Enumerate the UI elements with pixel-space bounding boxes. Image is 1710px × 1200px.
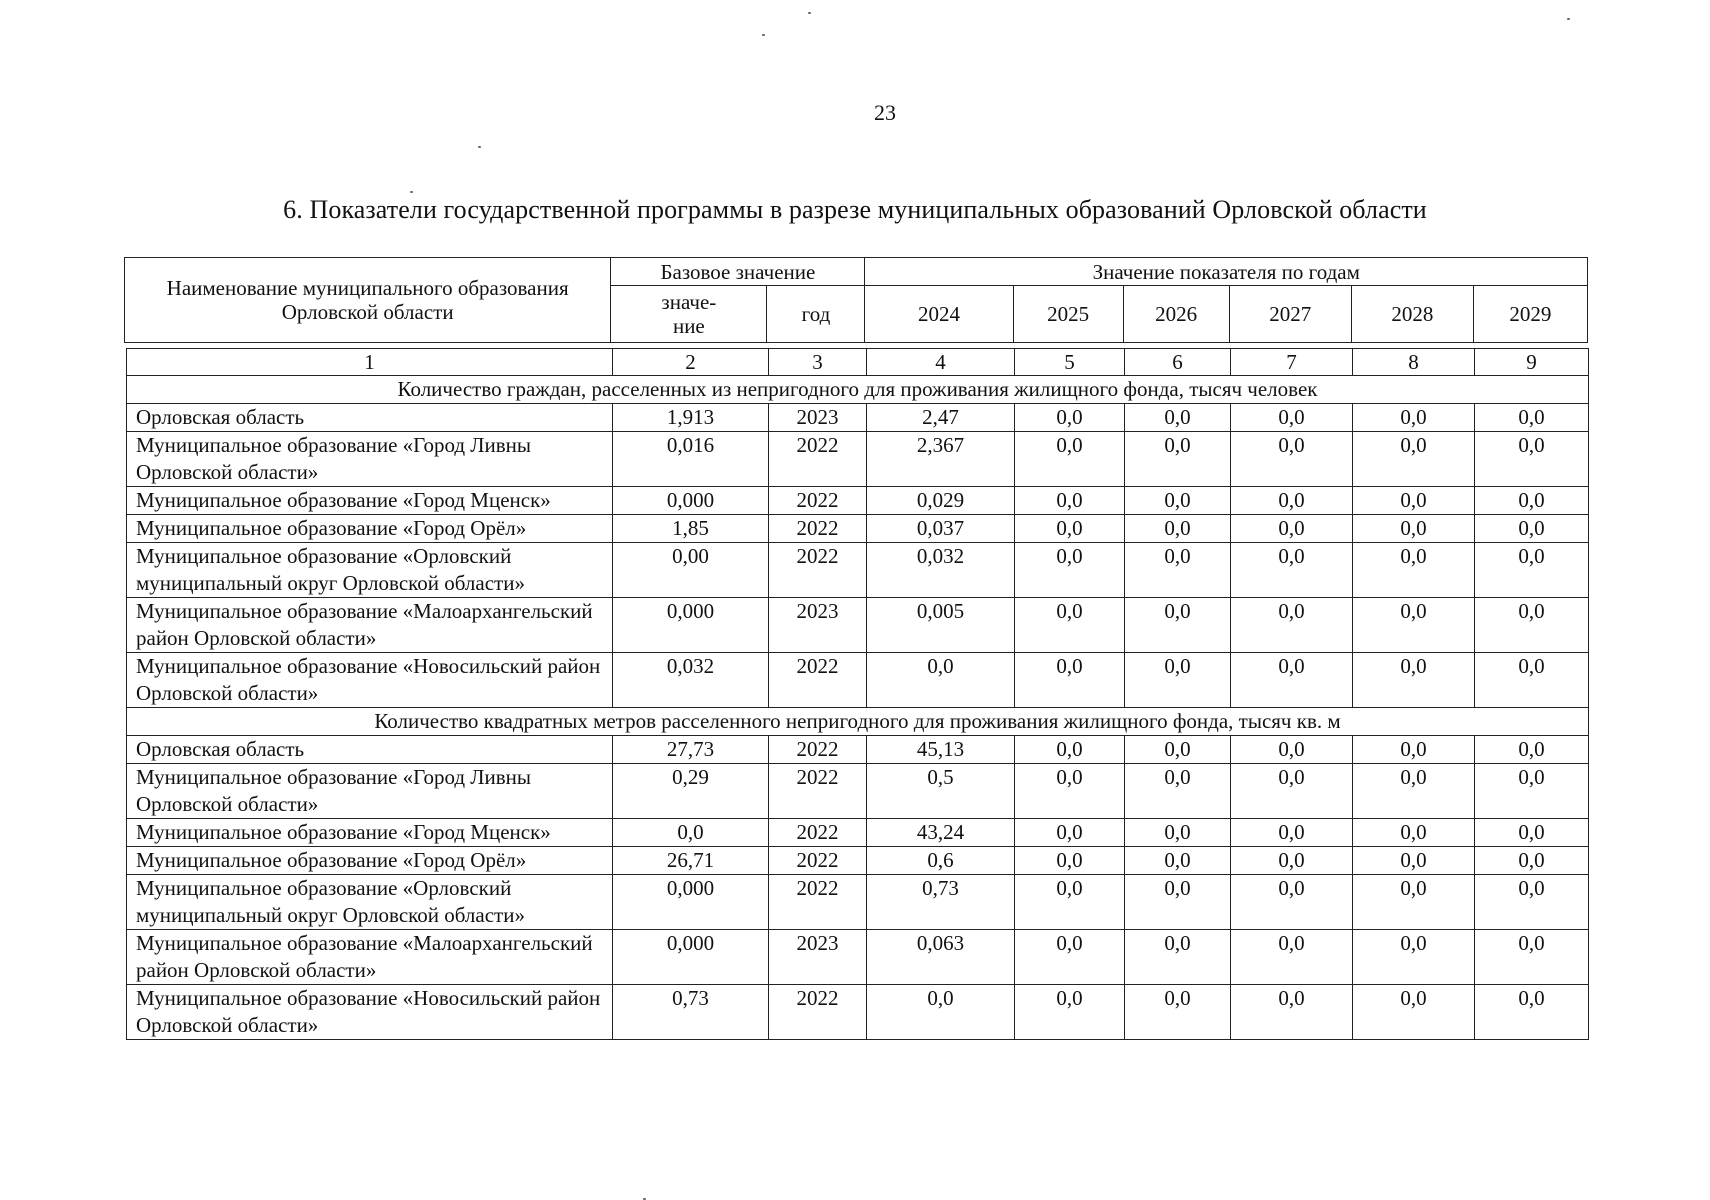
municipality-name: Орловская область bbox=[127, 404, 613, 432]
year-value-cell: 0,0 bbox=[1475, 875, 1589, 930]
municipality-name: Муниципальное образование «Город Ливны Орловской области» bbox=[127, 764, 613, 819]
header-year: 2025 bbox=[1013, 286, 1123, 343]
base-value-cell: 0,00 bbox=[613, 543, 769, 598]
year-value-cell: 0,0 bbox=[1231, 847, 1353, 875]
year-value-cell: 0,0 bbox=[1231, 736, 1353, 764]
year-value-cell: 0,0 bbox=[1125, 819, 1231, 847]
year-value-cell: 0,0 bbox=[1475, 930, 1589, 985]
year-value-cell: 0,032 bbox=[867, 543, 1015, 598]
year-value-cell: 0,0 bbox=[1353, 764, 1475, 819]
year-value-cell: 0,0 bbox=[1475, 543, 1589, 598]
year-value-cell: 0,0 bbox=[1231, 875, 1353, 930]
base-value-cell: 0,000 bbox=[613, 487, 769, 515]
year-value-cell: 0,0 bbox=[1231, 404, 1353, 432]
scan-speck bbox=[1567, 18, 1570, 20]
municipality-name: Муниципальное образование «Город Мценск» bbox=[127, 487, 613, 515]
municipality-name: Муниципальное образование «Орловский муниципальный округ Орловской области» bbox=[127, 543, 613, 598]
base-year-cell: 2022 bbox=[769, 515, 867, 543]
column-number: 5 bbox=[1015, 349, 1125, 376]
year-value-cell: 0,0 bbox=[867, 653, 1015, 708]
year-value-cell: 0,0 bbox=[1475, 404, 1589, 432]
section-header-row bbox=[127, 708, 1589, 736]
scan-speck bbox=[762, 34, 765, 36]
column-number: 1 bbox=[127, 349, 613, 376]
year-value-cell: 43,24 bbox=[867, 819, 1015, 847]
table-row bbox=[127, 543, 1589, 598]
header-year: 2029 bbox=[1473, 286, 1587, 343]
base-year-cell: 2022 bbox=[769, 487, 867, 515]
year-value-cell: 0,0 bbox=[1353, 847, 1475, 875]
year-value-cell: 2,367 bbox=[867, 432, 1015, 487]
table-header bbox=[124, 257, 1588, 343]
table-row bbox=[127, 847, 1589, 875]
header-year: 2027 bbox=[1229, 286, 1351, 343]
year-value-cell: 0,0 bbox=[1125, 543, 1231, 598]
municipality-name: Муниципальное образование «Новосильский район Орловской области» bbox=[127, 985, 613, 1040]
indicator-table-body bbox=[127, 349, 1589, 1040]
table-row bbox=[127, 736, 1589, 764]
base-value-cell: 0,000 bbox=[613, 930, 769, 985]
year-value-cell: 0,0 bbox=[1015, 875, 1125, 930]
column-number: 4 bbox=[867, 349, 1015, 376]
header-year: 2028 bbox=[1351, 286, 1473, 343]
section-header-row bbox=[127, 376, 1589, 404]
year-value-cell: 0,0 bbox=[1015, 985, 1125, 1040]
year-value-cell: 0,0 bbox=[1353, 598, 1475, 653]
base-year-cell: 2022 bbox=[769, 764, 867, 819]
base-value-cell: 0,73 bbox=[613, 985, 769, 1040]
municipality-name: Муниципальное образование «Орловский муниципальный округ Орловской области» bbox=[127, 875, 613, 930]
year-value-cell: 0,0 bbox=[1353, 736, 1475, 764]
year-value-cell: 0,0 bbox=[1475, 598, 1589, 653]
year-value-cell: 0,0 bbox=[1231, 819, 1353, 847]
year-value-cell: 0,0 bbox=[1475, 432, 1589, 487]
year-value-cell: 0,0 bbox=[867, 985, 1015, 1040]
year-value-cell: 45,13 bbox=[867, 736, 1015, 764]
year-value-cell: 0,6 bbox=[867, 847, 1015, 875]
year-value-cell: 0,0 bbox=[1125, 985, 1231, 1040]
year-value-cell: 0,0 bbox=[1353, 985, 1475, 1040]
column-number: 7 bbox=[1231, 349, 1353, 376]
base-year-cell: 2022 bbox=[769, 543, 867, 598]
year-value-cell: 0,0 bbox=[1125, 487, 1231, 515]
year-value-cell: 0,0 bbox=[1231, 930, 1353, 985]
year-value-cell: 0,0 bbox=[1475, 847, 1589, 875]
scan-speck bbox=[410, 191, 413, 193]
year-value-cell: 0,0 bbox=[1231, 543, 1353, 598]
table-row bbox=[127, 487, 1589, 515]
column-number: 2 bbox=[613, 349, 769, 376]
table-row bbox=[127, 404, 1589, 432]
column-number: 8 bbox=[1353, 349, 1475, 376]
year-value-cell: 0,0 bbox=[1125, 847, 1231, 875]
section-title: Количество граждан, расселенных из непригодного для проживания жилищного фонда, тысяч человек bbox=[127, 376, 1589, 404]
year-value-cell: 0,0 bbox=[1015, 543, 1125, 598]
year-value-cell: 0,0 bbox=[1015, 404, 1125, 432]
base-year-cell: 2023 bbox=[769, 404, 867, 432]
municipality-name: Орловская область bbox=[127, 736, 613, 764]
table-row bbox=[127, 985, 1589, 1040]
year-value-cell: 0,0 bbox=[1015, 598, 1125, 653]
table-row bbox=[127, 653, 1589, 708]
year-value-cell: 0,0 bbox=[1015, 764, 1125, 819]
year-value-cell: 0,0 bbox=[1353, 875, 1475, 930]
header-years-group: Значение показателя по годам bbox=[865, 258, 1588, 286]
municipality-name: Муниципальное образование «Город Ливны Орловской области» bbox=[127, 432, 613, 487]
year-value-cell: 0,0 bbox=[1353, 930, 1475, 985]
base-value-cell: 0,0 bbox=[613, 819, 769, 847]
column-number: 3 bbox=[769, 349, 867, 376]
year-value-cell: 0,5 bbox=[867, 764, 1015, 819]
table-row bbox=[127, 432, 1589, 487]
year-value-cell: 0,0 bbox=[1015, 653, 1125, 708]
year-value-cell: 0,0 bbox=[1125, 653, 1231, 708]
municipality-name: Муниципальное образование «Город Орёл» bbox=[127, 847, 613, 875]
table-row bbox=[127, 875, 1589, 930]
year-value-cell: 0,0 bbox=[1353, 819, 1475, 847]
year-value-cell: 0,0 bbox=[1475, 764, 1589, 819]
base-value-cell: 0,000 bbox=[613, 598, 769, 653]
year-value-cell: 0,0 bbox=[1231, 653, 1353, 708]
year-value-cell: 0,0 bbox=[1353, 543, 1475, 598]
header-base-value: значе-ние bbox=[611, 286, 767, 343]
year-value-cell: 0,0 bbox=[1475, 736, 1589, 764]
municipality-name: Муниципальное образование «Город Мценск» bbox=[127, 819, 613, 847]
year-value-cell: 0,0 bbox=[1015, 432, 1125, 487]
municipality-name: Муниципальное образование «Малоархангельский район Орловской области» bbox=[127, 598, 613, 653]
year-value-cell: 0,0 bbox=[1015, 736, 1125, 764]
municipality-name: Муниципальное образование «Малоархангельский район Орловской области» bbox=[127, 930, 613, 985]
column-number: 9 bbox=[1475, 349, 1589, 376]
year-value-cell: 0,0 bbox=[1475, 985, 1589, 1040]
base-value-cell: 0,000 bbox=[613, 875, 769, 930]
year-value-cell: 0,0 bbox=[1125, 432, 1231, 487]
year-value-cell: 0,0 bbox=[1231, 764, 1353, 819]
base-year-cell: 2022 bbox=[769, 432, 867, 487]
section-title: Количество квадратных метров расселенного непригодного для проживания жилищного фонда, тысяч кв. м bbox=[127, 708, 1589, 736]
table-row bbox=[127, 764, 1589, 819]
base-value-cell: 0,032 bbox=[613, 653, 769, 708]
base-value-cell: 0,29 bbox=[613, 764, 769, 819]
header-year: 2024 bbox=[865, 286, 1013, 343]
scan-speck bbox=[478, 146, 481, 148]
page-number: 23 bbox=[874, 100, 896, 125]
base-year-cell: 2023 bbox=[769, 598, 867, 653]
base-value-cell: 1,85 bbox=[613, 515, 769, 543]
year-value-cell: 0,037 bbox=[867, 515, 1015, 543]
year-value-cell: 0,0 bbox=[1353, 487, 1475, 515]
year-value-cell: 0,0 bbox=[1015, 487, 1125, 515]
year-value-cell: 0,0 bbox=[1353, 653, 1475, 708]
year-value-cell: 0,063 bbox=[867, 930, 1015, 985]
header-base-year: год bbox=[767, 286, 865, 343]
year-value-cell: 0,0 bbox=[1475, 653, 1589, 708]
base-value-cell: 26,71 bbox=[613, 847, 769, 875]
year-value-cell: 0,0 bbox=[1125, 598, 1231, 653]
header-name-column: Наименование муниципального образования Орловской области bbox=[125, 258, 611, 343]
base-year-cell: 2023 bbox=[769, 930, 867, 985]
header-base-group: Базовое значение bbox=[611, 258, 865, 286]
table-row bbox=[127, 819, 1589, 847]
base-year-cell: 2022 bbox=[769, 736, 867, 764]
year-value-cell: 0,0 bbox=[1125, 404, 1231, 432]
year-value-cell: 0,0 bbox=[1475, 515, 1589, 543]
scan-speck bbox=[808, 12, 811, 14]
table-row bbox=[127, 515, 1589, 543]
column-number: 6 bbox=[1125, 349, 1231, 376]
table-row bbox=[127, 930, 1589, 985]
year-value-cell: 0,0 bbox=[1231, 487, 1353, 515]
year-value-cell: 0,73 bbox=[867, 875, 1015, 930]
base-value-cell: 1,913 bbox=[613, 404, 769, 432]
year-value-cell: 0,0 bbox=[1475, 819, 1589, 847]
year-value-cell: 0,0 bbox=[1015, 930, 1125, 985]
year-value-cell: 0,0 bbox=[1125, 515, 1231, 543]
year-value-cell: 0,0 bbox=[1015, 819, 1125, 847]
year-value-cell: 0,0 bbox=[1015, 515, 1125, 543]
year-value-cell: 0,0 bbox=[1231, 432, 1353, 487]
header-year: 2026 bbox=[1123, 286, 1229, 343]
base-year-cell: 2022 bbox=[769, 653, 867, 708]
year-value-cell: 0,0 bbox=[1125, 930, 1231, 985]
year-value-cell: 0,0 bbox=[1231, 985, 1353, 1040]
year-value-cell: 0,029 bbox=[867, 487, 1015, 515]
indicator-table bbox=[126, 348, 1589, 1040]
municipality-name: Муниципальное образование «Город Орёл» bbox=[127, 515, 613, 543]
base-year-cell: 2022 bbox=[769, 819, 867, 847]
year-value-cell: 0,0 bbox=[1353, 515, 1475, 543]
year-value-cell: 0,0 bbox=[1125, 736, 1231, 764]
base-year-cell: 2022 bbox=[769, 847, 867, 875]
year-value-cell: 0,0 bbox=[1475, 487, 1589, 515]
year-value-cell: 0,0 bbox=[1015, 847, 1125, 875]
column-number-row bbox=[127, 349, 1589, 376]
year-value-cell: 0,0 bbox=[1353, 404, 1475, 432]
base-year-cell: 2022 bbox=[769, 985, 867, 1040]
year-value-cell: 2,47 bbox=[867, 404, 1015, 432]
base-value-cell: 27,73 bbox=[613, 736, 769, 764]
base-year-cell: 2022 bbox=[769, 875, 867, 930]
page-title: 6. Показатели государственной программы в разрезе муниципальных образований Орловской области bbox=[283, 195, 1427, 224]
year-value-cell: 0,0 bbox=[1231, 598, 1353, 653]
table-row bbox=[127, 598, 1589, 653]
year-value-cell: 0,0 bbox=[1125, 875, 1231, 930]
year-value-cell: 0,0 bbox=[1125, 764, 1231, 819]
year-value-cell: 0,0 bbox=[1231, 515, 1353, 543]
base-value-cell: 0,016 bbox=[613, 432, 769, 487]
year-value-cell: 0,005 bbox=[867, 598, 1015, 653]
year-value-cell: 0,0 bbox=[1353, 432, 1475, 487]
municipality-name: Муниципальное образование «Новосильский район Орловской области» bbox=[127, 653, 613, 708]
